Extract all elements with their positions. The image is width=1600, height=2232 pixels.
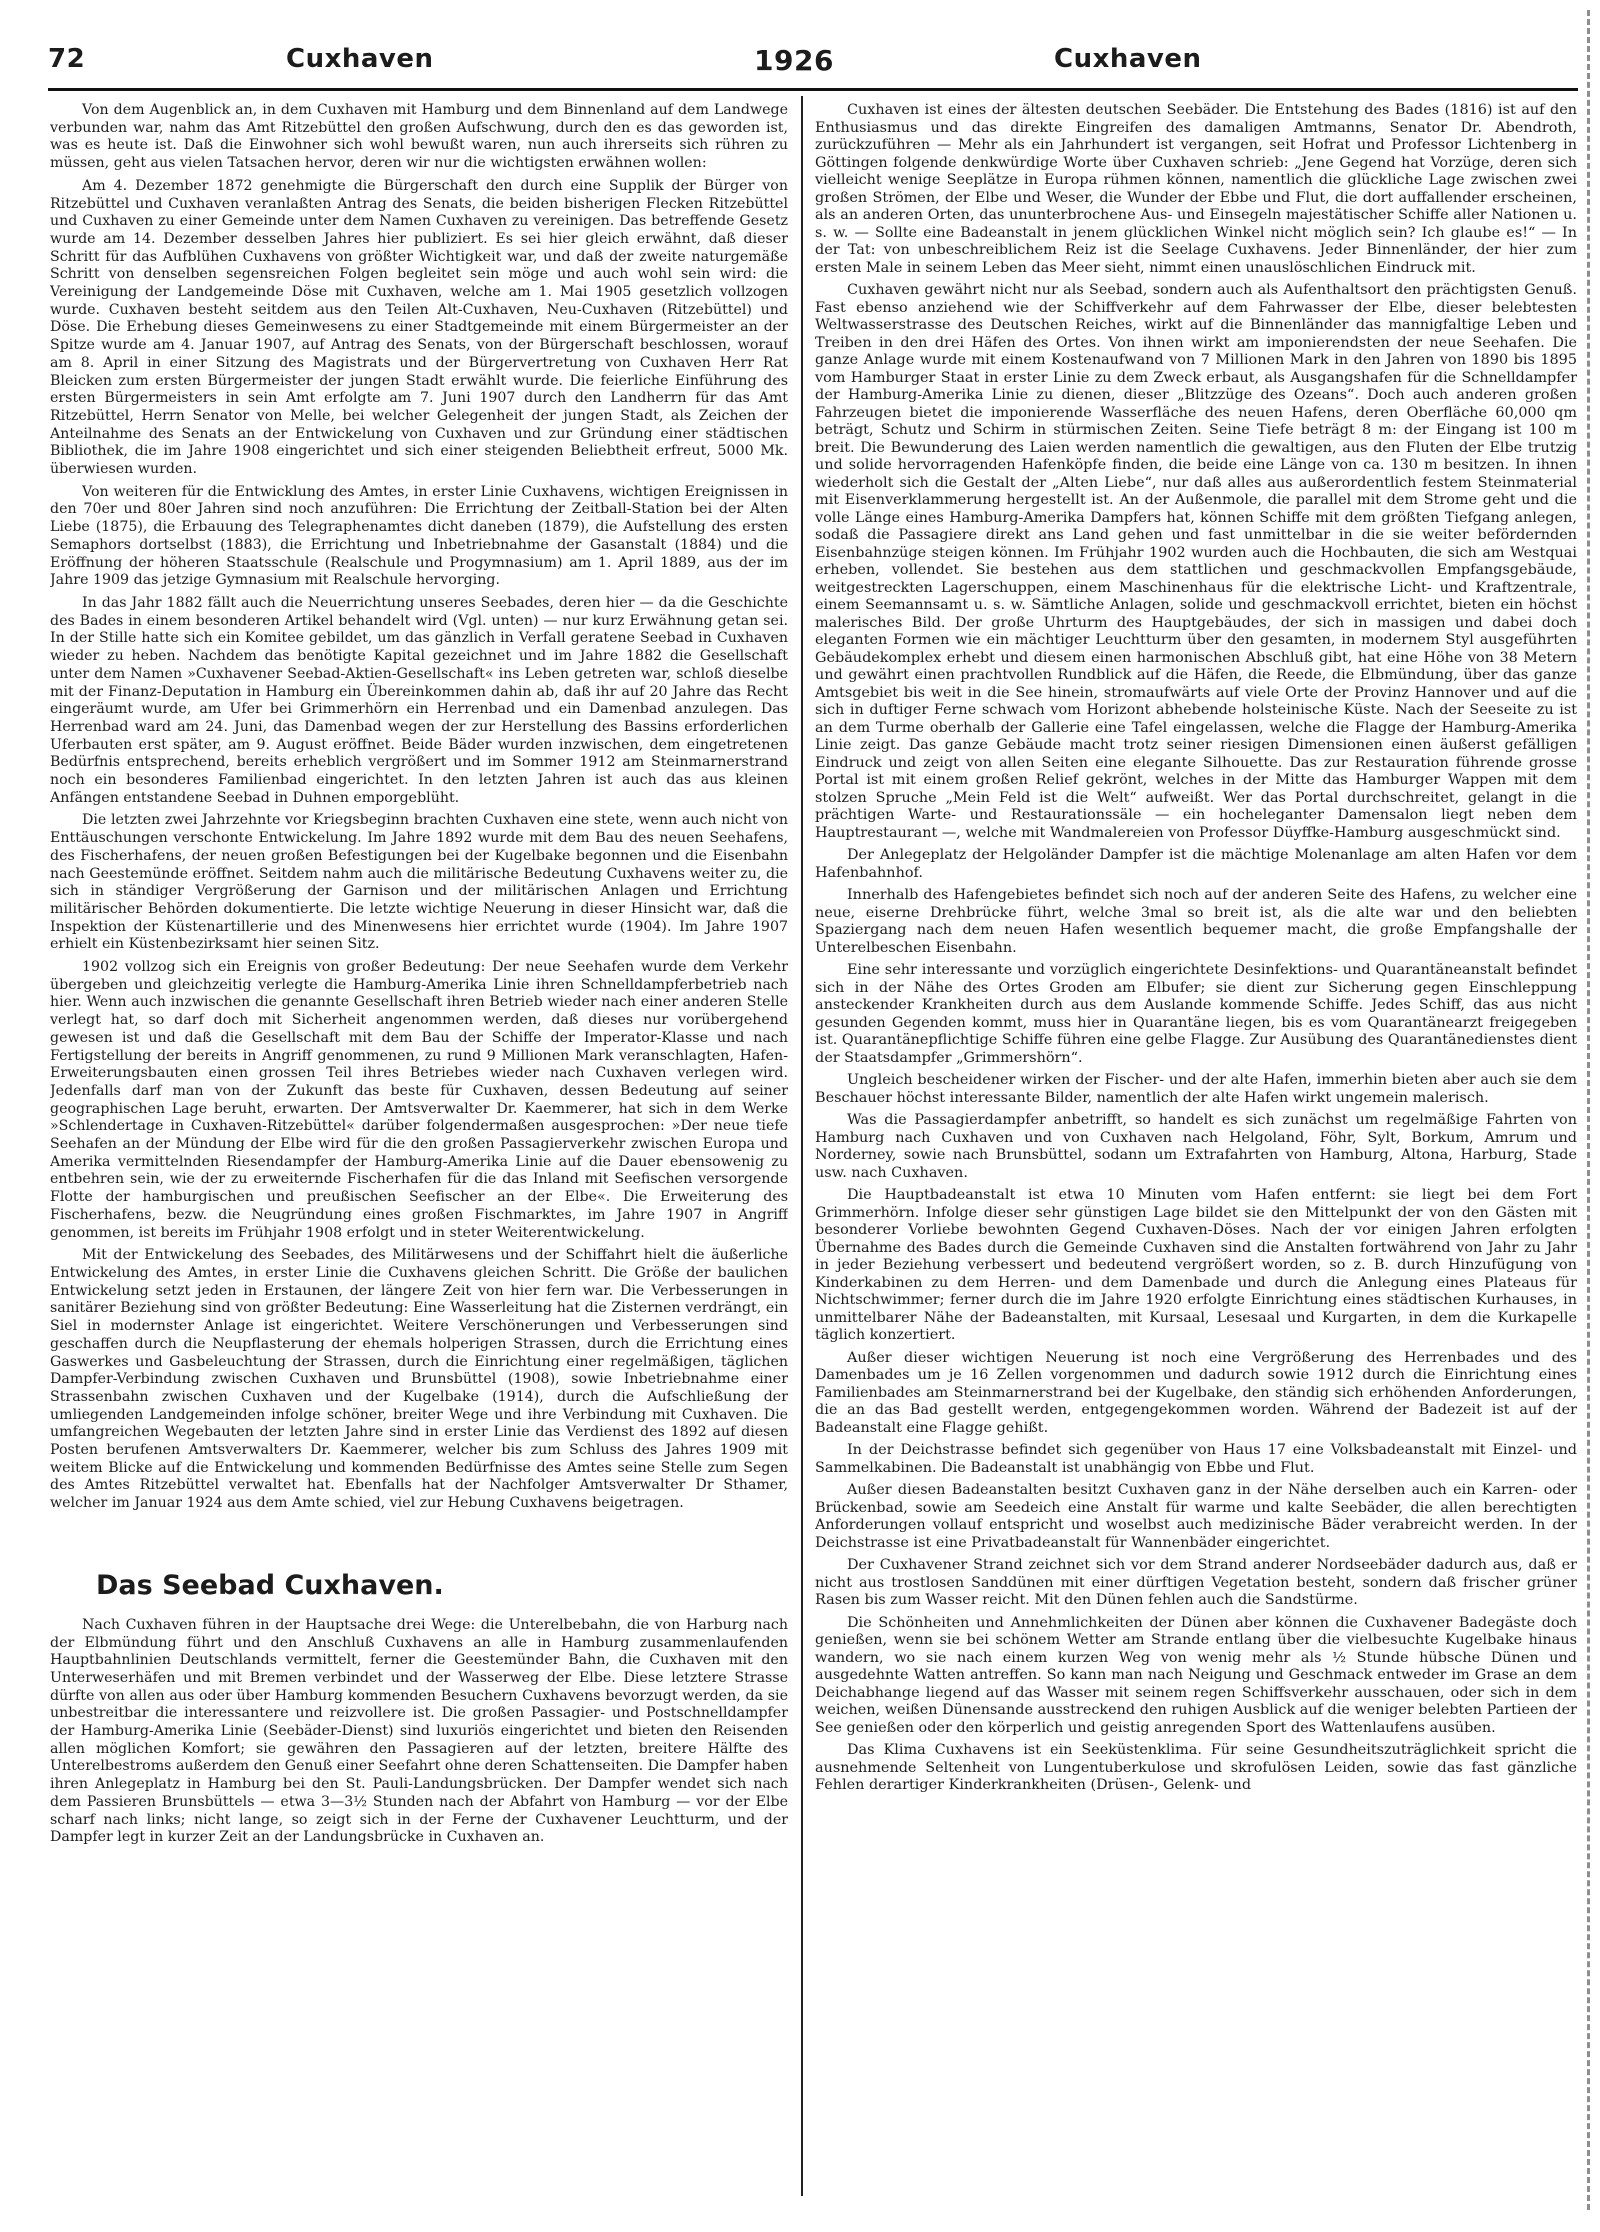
paragraph: Von dem Augenblick an, in dem Cuxhaven mit Hamburg und dem Binnenland auf dem Landwege verbunden war, nahm das Amt Ritzebüttel den großen Aufschwung, durch den es das geworden ist, was es heute ist. Daß die Einwohner sich wohl bewußt waren, nun auch ihrerseits sich rühren zu müssen, geht aus vielen Tatsachen hervor, deren wir nur die wichtigsten erwähnen wollen: xyxy=(50,102,788,172)
paragraph: Von weiteren für die Entwicklung des Amtes, in erster Linie Cuxhavens, wichtigen Ereignissen in den 70er und 80er Jahren sind noch anzuführen: Die Errichtung der Zeitball-Station bei der Alten Liebe (1875), die Erbauung des Telegraphenamtes dicht daneben (1879), die Aufstellung des ersten Semaphors dortselbst (1883), die Errichtung und Inbetriebnahme der Gasanstalt (1884) und die Eröffnung der höheren Staatsschule (Realschule und Progymnasium) am 1. April 1889, aus der im Jahre 1909 das jetzige Gymnasium mit Realschule hervorging. xyxy=(50,483,788,589)
section-heading: Das Seebad Cuxhaven. xyxy=(96,1569,444,1601)
paragraph: Nach Cuxhaven führen in der Hauptsache drei Wege: die Unterelbebahn, die von Harburg nach der Elbmündung führt und den Anschluß Cuxhavens an alle in Hamburg zusammenlaufenden Hauptbahnlinien Deutschlands vermittelt, ferner die Geestemünder Bahn, die Cuxhaven mit den Unterweserhäfen und mit Bremen verbindet und der Wasserweg der Elbe. Diese letztere Strasse dürfte von allen aus oder über Hamburg kommenden Besuchern Cuxhavens bevorzugt werden, da sie unbestreitbar die interessantere und reizvollere ist. Die großen Passagier- und Postschnelldampfer der Hamburg-Amerika Linie (Seebäder-Dienst) sind luxuriös eingerichtet und bieten den Reisenden allen möglichen Komfort; sie gewähren den Passagieren auf der letzten, breitere Hälfte des Unterelbestroms außerdem den Genuß einer Seefahrt ohne deren Schattenseiten. Die Dampfer haben ihren Anlegeplatz in Hamburg bei den St. Pauli-Landungsbrücken. Der Dampfer wendet sich nach dem Passieren Brunsbüttels — etwa 3—3½ Stunden nach der Abfahrt von Hamburg — vor der Elbe scharf nach links; nicht lange, so zeigt sich in der Ferne der Cuxhavener Leuchtturm, und der Dampfer legt in kurzer Zeit an der Landungsbrücke in Cuxhaven an. xyxy=(50,1616,788,1846)
paragraph: Die Schönheiten und Annehmlichkeiten der Dünen aber können die Cuxhavener Badegäste doch genießen, wenn sie bei schönem Wetter am Strande entlang über die vielbesuchte Kugelbake hinaus wandern, wo sie nach einem kurzen Weg von wenig mehr als ½ Stunde hübsche Dünen und ausgedehnte Watten antreffen. So kann man nach Neigung und Geschmack entweder im Grase an dem Deichabhange liegend auf das Wasser mit seinem regen Schiffsverkehr ausschauen, oder sich in dem weichen, weißen Dünensande ausstreckend den ruhigen Ausblick auf die weniger belebten Partieen der See genießen oder den körperlich und geistig anregenden Sport des Wattenlaufens ausüben. xyxy=(815,1614,1577,1736)
paragraph: Eine sehr interessante und vorzüglich eingerichtete Desinfektions- und Quarantäneanstalt befindet sich in der Nähe des Ortes Groden am Elbufer; sie dient zur Sicherung gegen Einschleppung ansteckender Krankheiten durch aus dem Auslande kommende Schiffe. Jedes Schiff, das aus nicht gesunden Gegenden kommt, muss hier in Quarantäne liegen, bis es vom Quarantänearzt freigegeben ist. Quarantänepflichtige Schiffe führen eine gelbe Flagge. Zur Ausübung des Quarantänedienstes dient der Staatsdampfer „Grimmershörn“. xyxy=(815,962,1577,1066)
paragraph: Das Klima Cuxhavens ist ein Seeküstenklima. Für seine Gesundheitszuträglichkeit spricht die ausnehmende Seltenheit von Lungentuberkulose und skrofulösen Leiden, sowie das fast gänzliche Fehlen derartiger Kinderkrankheiten (Drüsen-, Gelenk- und xyxy=(815,1742,1577,1793)
header-rule xyxy=(48,88,1578,91)
paragraph: 1902 vollzog sich ein Ereignis von großer Bedeutung: Der neue Seehafen wurde dem Verkehr übergeben und gleichzeitig verlegte die Hamburg-Amerika Linie ihren Schnelldampferbetrieb nach hier. Wenn auch inzwischen die genannte Gesellschaft ihren Betrieb wieder nach einer anderen Stelle verlegt hat, so darf doch mit Sicherheit angenommen werden, daß dieses nur vorübergehend gewesen ist und daß die Gesellschaft mit dem Bau der Schiffe der Imperator-Klasse und nach Fertigstellung der bereits in Angriff genommenen, zu rund 9 Millionen Mark veranschlagten, Hafen-Erweiterungsbauten einen grossen Teil ihres Betriebes wieder nach Cuxhaven verlegen wird. Jedenfalls darf man von der Zukunft das beste für Cuxhaven, dessen Bedeutung auf seiner geographischen Lage beruht, erwarten. Der Amtsverwalter Dr. Kaemmerer, hat sich in dem Werke »Schlendertage in Cuxhaven-Ritzebüttel« darüber folgendermaßen ausgesprochen: »Der neue tiefe Seehafen an der Mündung der Elbe wird für die den großen Passagierverkehr zwischen Europa und Amerika vermittelnden Riesendampfer der Hamburg-Amerika Linie auf die Dauer ebensowenig zu entbehren sein, wie der zu erweiternde Fischerhafen für die das Inland mit Seefischen versorgende Flotte der hamburgischen und preußischen Seefischer an der Elbe«. Die Erweiterung des Fischerhafens, bezw. die Neugründung eines großen Fischmarktes, im Jahre 1907 in Angriff genommen, ist bereits im Frühjahr 1908 erfolgt und in steter Weiterentwickelung. xyxy=(50,959,788,1241)
running-title-right: Cuxhaven xyxy=(1054,44,1202,74)
paragraph: Mit der Entwickelung des Seebades, des Militärwesens und der Schiffahrt hielt die äußerliche Entwickelung des Amtes, in erster Linie die Cuxhavens gleichen Schritt. Die Größe der baulichen Entwickelung setzt jeden in Erstaunen, der längere Zeit von hier fern war. Die Verbesserungen in sanitärer Beziehung sind von größter Bedeutung: Eine Wasserleitung hat die Zisternen verdrängt, ein Siel in modernster Anlage ist eingerichtet. Weitere Verschönerungen und Verbesserungen sind geschaffen durch die Neupflasterung der ehemals holperigen Strassen, durch die Errichtung eines Gaswerkes und Gasbeleuchtung der Strassen, durch die Einrichtung einer regelmäßigen, täglichen Dampfer-Verbindung zwischen Cuxhaven und Brunsbüttel (1908), sowie Inbetriebnahme einer Strassenbahn zwischen Cuxhaven und der Kugelbake (1914), durch die Aufschließung der umliegenden Landgemeinden infolge schöner, breiter Wege und ihre Verbindung mit Cuxhaven. Die umfangreichen Wegebauten der letzten Jahre sind in erster Linie das Verdienst des 1892 auf diesen Posten berufenen Amtsverwalters Dr. Kaemmerer, welcher bis zum Schluss des Jahres 1909 mit weitem Blicke auf die Entwickelung und kommenden Bedürfnisse des Amtes seine Stelle zum Segen des Amtes Ritzebüttel verwaltet hat. Ebenfalls hat der Nachfolger Amtsverwalter Dr Sthamer, welcher im Januar 1924 aus dem Amte schied, viel zur Hebung Cuxhavens beigetragen. xyxy=(50,1247,788,1512)
paragraph: Cuxhaven ist eines der ältesten deutschen Seebäder. Die Entstehung des Bades (1816) ist auf den Enthusiasmus und das direkte Eingreifen des damaligen Amtmanns, Senator Dr. Abendroth, zurückzuführen — Mehr als ein Jahrhundert ist vergangen, seit Hofrat und Professor Lichtenberg in Göttingen folgende denkwürdige Worte über Cuxhaven schrieb: „Jene Gegend hat Vorzüge, deren sich vielleicht wenige Seeplätze in Europa rühmen können, namentlich die glückliche Lage zwischen zwei großen Strömen, der Elbe und Weser, die Wunder der Ebbe und Flut, die dort auffallender erscheinen, als an anderen Orten, das ununterbrochene Aus- und Einsegeln majestätischer Schiffe aller Nationen u. s. w. — Sollte eine Badeanstalt in jenem glücklichen Winkel nicht möglich sein? Ich glaube es!“ — In der Tat: von unbeschreiblichem Reiz ist die Seelage Cuxhavens. Jeder Binnenländer, der hier zum ersten Male in seinem Leben das Meer sieht, nimmt einen unauslöschlichen Eindruck mit. xyxy=(815,102,1577,276)
paragraph: Der Anlegeplatz der Helgoländer Dampfer ist die mächtige Molenanlage am alten Hafen vor dem Hafenbahnhof. xyxy=(815,847,1577,881)
paragraph: In das Jahr 1882 fällt auch die Neuerrichtung unseres Seebades, deren hier — da die Geschichte des Bades in einem besonderen Artikel behandelt wird (Vgl. unten) — nur kurz Erwähnung getan sei. In der Stille hatte sich ein Komitee gebildet, um das gänzlich in Verfall geratene Seebad in Cuxhaven wieder zu heben. Nachdem das benötigte Kapital gezeichnet und im Jahre 1882 die Gesellschaft unter dem Namen »Cuxhavener Seebad-Aktien-Gesellschaft« ins Leben getreten war, schloß dieselbe mit der Finanz-Deputation in Hamburg ein Übereinkommen dahin ab, daß ihr auf 20 Jahre das Recht eingeräumt wurde, am Ufer bei Grimmerhörn ein Herrenbad und ein Damenbad anzulegen. Das Herrenbad ward am 24. Juni, das Damenbad wegen der zur Herstellung des Bassins erforderlichen Uferbauten erst später, am 9. August eröffnet. Beide Bäder wurden inzwischen, dem eingetretenen Bedürfnis entsprechend, bereits erheblich vergrößert und im Sommer 1912 am Steinmarnerstrand noch ein besonderes Familienbad eingerichtet. In den letzten Jahren ist auch das aus kleinen Anfängen entstandene Seebad in Duhnen emporgeblüht. xyxy=(50,594,788,806)
paragraph: Die letzten zwei Jahrzehnte vor Kriegsbeginn brachten Cuxhaven eine stete, wenn auch nicht von Enttäuschungen verschonte Entwickelung. Im Jahre 1892 wurde mit dem Bau des neuen Seehafens, des Fischerhafens, der neuen großen Befestigungen bei der Kugelbake begonnen und die Eisenbahn nach Geestemünde eröffnet. Seitdem nahm auch die militärische Bedeutung Cuxhavens weiter zu, die sich in ständiger Vergrößerung der Garnison und der militärischen Anlagen und Errichtung militärischer Behörden dokumentierte. Die letzte wichtige Neuerung in dieser Hinsicht war, daß die Inspektion der Küstenartillerie und des Minenwesens hier errichtet wurde (1904). Im Jahre 1907 erhielt ein Küstenbezirksamt hier seinen Sitz. xyxy=(50,812,788,953)
paragraph: Was die Passagierdampfer anbetrifft, so handelt es sich zunächst um regelmäßige Fahrten von Hamburg nach Cuxhaven und von Cuxhaven nach Helgoland, Föhr, Sylt, Borkum, Amrum und Norderney, sowie nach Brunsbüttel, sodann um Extrafahrten von Hamburg, Altona, Harburg, Stade usw. nach Cuxhaven. xyxy=(815,1112,1577,1181)
paragraph: Außer dieser wichtigen Neuerung ist noch eine Vergrößerung des Herrenbades und des Damenbades um je 16 Zellen vorgenommen und dadurch sowie 1912 durch die Einrichtung eines Familienbades am Steinmarnerstrand bei der Kugelbake, den ständig sich erhöhenden Anforderungen, die an das Bad gestellt werden, entgegengekommen worden. Während der Badezeit ist auf der Badeanstalt eine Flagge gehißt. xyxy=(815,1349,1577,1436)
page-number: 72 xyxy=(48,44,86,74)
paragraph: Außer diesen Badeanstalten besitzt Cuxhaven ganz in der Nähe derselben auch ein Karren- oder Brückenbad, sowie am Seedeich eine Anstalt für warme und kalte Seebäder, die allen berechtigten Anforderungen vollauf entspricht und woselbst auch medizinische Bäder verabreicht werden. In der Deichstrasse ist eine Privatbadeanstalt für Wannenbäder eingerichtet. xyxy=(815,1482,1577,1551)
paragraph: Innerhalb des Hafengebietes befindet sich noch auf der anderen Seite des Hafens, zu welcher eine neue, eiserne Drehbrücke führt, welche 3mal so breit ist, als die alte war und den beliebten Spaziergang nach dem neuen Hafen wesentlich bequemer macht, die große Empfangshalle der Unterelbeschen Eisenbahn. xyxy=(815,887,1577,956)
header-year: 1926 xyxy=(754,44,834,77)
column-divider xyxy=(801,96,803,2196)
running-title-left: Cuxhaven xyxy=(286,44,434,74)
paragraph: Cuxhaven gewährt nicht nur als Seebad, sondern auch als Aufenthaltsort den prächtigsten Genuß. Fast ebenso anziehend wie der Schiffverkehr auf dem Fahrwasser der Elbe, dieser belebtesten Weltwasserstrasse des Deutschen Reiches, wirkt auf die Binnenländer das mannigfaltige Leben und Treiben in den drei Häfen des Ortes. Von ihnen wirkt am imponierendsten der neue Seehafen. Die ganze Anlage wurde mit einem Kostenaufwand von 7 Millionen Mark in den Jahren von 1890 bis 1895 vom Hamburger Staat in erster Linie zu dem Zweck erbaut, als Ausgangshafen für die Schnelldampfer der Hamburg-Amerika Linie zu dienen, dieser „Blitzzüge des Ozeans“. Doch auch anderen großen Fahrzeugen bietet die imponierende Wasserfläche des neuen Hafens, deren Oberfläche 60,000 qm beträgt, Schutz und Schirm in stürmischen Zeiten. Seine Tiefe beträgt 8 m: der Eingang ist 100 m breit. Die Bewunderung des Laien werden namentlich die gewaltigen, aus den Fluten der Elbe trutzig und solide hervorragenden Hafenköpfe finden, die beide eine Länge von ca. 130 m besitzen. In ihnen wiederholt sich die Gestalt der „Alten Liebe“, nur daß alles aus außerordentlich festem Steinmaterial mit Eisenverklammerung hergestellt ist. An der Außenmole, die parallel mit dem Strome geht und die volle Länge eines Hamburg-Amerika Dampfers hat, können Schiffe mit dem größten Tiefgang anlegen, sodaß die Passagiere direkt ans Land gehen und fast unmittelbar in die sie weiter befördernden Eisenbahnzüge steigen können. Im Frühjahr 1902 wurden auch die Hochbauten, die sich am Westquai erheben, vollendet. Sie bestehen aus dem stattlichen und geschmackvollen Empfangsgebäude, weitgestreckten Lagerschuppen, einem Maschinenhaus für die elektrische Licht- und Kraftzentrale, einem Seemannsamt u. s. w. Sämtliche Anlagen, solide und geschmackvoll errichtet, bieten ein höchst malerisches Bild. Der große Uhrturm des Hauptgebäudes, der sich in massigen und dabei doch eleganten Formen wie ein mächtiger Leuchtturm über den gesamten, in modernem Styl ausgeführten Gebäudekomplex erhebt und diesem einen harmonischen Abschluß gibt, hat eine Höhe von 38 Metern und gewährt einen prachtvollen Rundblick auf die Häfen, die Reede, die Elbmündung, über das ganze Amtsgebiet bis weit in die See hinein, stromaufwärts auf viele Orte der Provinz Hannover und auf die sich in duftiger Ferne schwach vom Horizont abhebende holsteinische Küste. Nach der Seeseite zu ist an dem Turme oberhalb der Gallerie eine Tafel eingelassen, welche die Flagge der Hamburg-Amerika Linie zeigt. Das ganze Gebäude macht trotz seiner riesigen Dimensionen einen äußerst gefälligen Eindruck und zeigt von allen Seiten eine elegante Silhouette. Das zur Restauration führende grosse Portal ist mit einem großen Relief gekrönt, welches in der Mitte das Hamburger Wappen mit dem stolzen Spruche „Mein Feld ist die Welt“ aufweißt. Wer das Portal durchschreitet, gelangt in die prächtigen Warte- und Restaurationssäle — ein hocheleganter Damensalon liegt neben dem Hauptrestaurant —, welche mit Wandmalereien von Professor Düyffke-Hamburg ausgeschmückt sind. xyxy=(815,282,1577,841)
paragraph: Ungleich bescheidener wirken der Fischer- und der alte Hafen, immerhin bieten aber auch sie dem Beschauer höchst interessante Bilder, namentlich der alte Hafen wirkt ungemein malerisch. xyxy=(815,1072,1577,1106)
paragraph: In der Deichstrasse befindet sich gegenüber von Haus 17 eine Volksbadeanstalt mit Einzel- und Sammelkabinen. Die Badeanstalt ist unabhängig von Ebbe und Flut. xyxy=(815,1442,1577,1476)
paragraph: Der Cuxhavener Strand zeichnet sich vor dem Strand anderer Nordseebäder dadurch aus, daß er nicht aus trostlosen Sanddünen mit einer dürftigen Vegetation besteht, sondern daß frischer grüner Rasen bis zum Wasser reicht. Mit den Dünen fehlen auch die Sandstürme. xyxy=(815,1557,1577,1608)
paragraph: Am 4. Dezember 1872 genehmigte die Bürgerschaft den durch eine Supplik der Bürger von Ritzebüttel und Cuxhaven veranlaßten Antrag des Senats, die beiden bisherigen Flecken Ritzebüttel und Cuxhaven zu einer Gemeinde unter dem Namen Cuxhaven zu vereinigen. Das betreffende Gesetz wurde am 14. Dezember desselben Jahres hier publiziert. Es sei hier gleich erwähnt, daß dieser Schritt für das Aufblühen Cuxhavens von größter Wichtigkeit war, und daß der zweite naturgemäße Schritt von denselben segensreichen Folgen begleitet sein möge und auch wohl sein wird: die Vereinigung der Landgemeinde Döse mit Cuxhaven, welche am 1. Mai 1905 gesetzlich vollzogen wurde. Cuxhaven besteht seitdem aus den Teilen Alt-Cuxhaven, Neu-Cuxhaven (Ritzebüttel) und Döse. Die Erhebung dieses Gemeinwesens zu einer Stadtgemeinde mit einem Bürgermeister an der Spitze wurde am 4. Januar 1907, auf Antrag des Senats, von der Bürgerschaft beschlossen, worauf am 8. April in einer Sitzung des Magistrats und der Bürgervertretung von Cuxhaven Herr Rat Bleicken zum ersten Bürgermeister der jungen Stadt erwählt wurde. Die feierliche Einführung des ersten Bürgermeisters in sein Amt erfolgte am 7. Juni 1907 durch den Landherrn für das Amt Ritzebüttel, Herrn Senator von Melle, bei welcher Gelegenheit der jungen Stadt, als Zeichen der Anteilnahme des Senats an der Entwickelung von Cuxhaven und zur Gründung einer städtischen Bibliothek, die im Jahre 1908 eingerichtet und sich einer steigenden Beliebtheit erfreut, 5000 Mk. überwiesen wurden. xyxy=(50,177,788,478)
page-header xyxy=(48,44,1578,84)
right-column xyxy=(815,102,1577,2187)
scan-edge xyxy=(1579,10,1590,2210)
left-column xyxy=(50,102,788,2187)
paragraph: Die Hauptbadeanstalt ist etwa 10 Minuten vom Hafen entfernt: sie liegt bei dem Fort Grimmerhörn. Infolge dieser sehr günstigen Lage bildet sie den Mittelpunkt der von den Gästen mit besonderer Vorliebe bewohnten Gegend Cuxhaven-Döses. Nach der vor einigen Jahren erfolgten Übernahme des Bades durch die Gemeinde Cuxhaven sind die Anstalten fortwährend von Jahr zu Jahr in jeder Beziehung verbessert und bedeutend vergrößert worden, so z. B. durch Hinzufügung von Kinderkabinen zu dem Herren- und dem Damenbade und durch die Anlegung eines Plateaus für Nichtschwimmer; ferner durch die im Jahre 1920 erfolgte Einrichtung eines städtischen Kurhauses, in unmittelbarer Nähe der Badeanstalten, mit Kursaal, Lesesaal und Kurgarten, in dem die Kurkapelle täglich konzertiert. xyxy=(815,1187,1577,1343)
